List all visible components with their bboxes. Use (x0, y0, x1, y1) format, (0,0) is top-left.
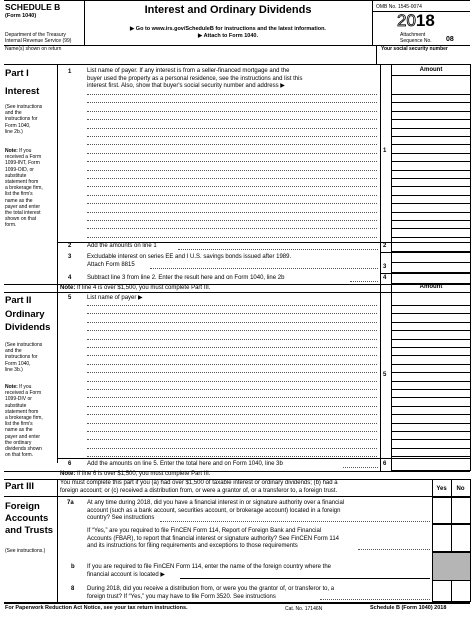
line8-text: foreign trust? If “Yes,” you may have to file Form 3520. See instructions (87, 593, 276, 600)
irs-label: Internal Revenue Service (99) (5, 38, 72, 44)
payer-entry-line[interactable] (87, 195, 377, 196)
dividend-amount-cell[interactable] (391, 372, 470, 373)
payer-entry-line[interactable] (87, 322, 377, 323)
line7a-text: country? See instructions (87, 515, 155, 522)
part1-see-line: line 2b.) (5, 128, 23, 135)
part1-footnote-bold: Note: (60, 285, 76, 291)
part1-note-line: received a Form (5, 154, 42, 161)
interest-amount-cell[interactable] (391, 237, 470, 238)
part1-footnote-text: If line 4 is over $1,500, you must complete Part III. (75, 285, 211, 291)
payer-entry-line[interactable] (87, 220, 377, 221)
interest-amount-cell[interactable] (391, 119, 470, 120)
payer-entry-line[interactable] (87, 186, 377, 187)
part1-see-line: instructions for (5, 116, 38, 123)
payer-entry-line[interactable] (87, 111, 377, 112)
dividend-amount-cell[interactable] (391, 397, 470, 398)
line4-text: Subtract line 3 from line 2. Enter the result here and on Form 1040, line 2b (87, 275, 285, 281)
line7a-fbar-no-checkbox[interactable] (451, 524, 471, 552)
payer-entry-line[interactable] (87, 431, 377, 432)
part2-note-line: on that form. (5, 452, 34, 459)
part3-title (5, 501, 53, 537)
interest-amount-cell[interactable] (391, 170, 470, 171)
catalog-number: Cat. No. 17146N (285, 606, 323, 612)
form-title: Interest and Ordinary Dividends (144, 4, 312, 16)
footer-form-id: Schedule B (Form 1040) 2018 (370, 605, 447, 611)
line2-number: 2 (68, 243, 72, 249)
part2-title-line1: Ordinary (5, 309, 45, 320)
line1-number: 1 (68, 69, 72, 75)
interest-amount-cell[interactable] (391, 203, 470, 204)
part1-note-line: a brokerage firm, (5, 185, 43, 192)
line7b-letter: b (71, 564, 75, 570)
part1-note-line: shown on that (5, 216, 37, 223)
part3-title-line: Foreign (5, 501, 40, 512)
payer-entry-line[interactable] (87, 170, 377, 171)
part1-note-line: 1099-INT, Form (5, 160, 40, 167)
part1-note-bold: Note: (5, 148, 18, 154)
dividend-amount-cell[interactable] (391, 339, 470, 340)
interest-amount-cell[interactable] (391, 153, 470, 154)
part3-see-instructions: (See instructions.) (5, 548, 46, 554)
line4-box-number: 4 (383, 275, 387, 281)
line1-box-number: 1 (383, 148, 387, 154)
part1-note-line: statement from (5, 179, 39, 186)
line6-text: Add the amounts on line 5. Enter the total here and on Form 1040, line 3b (87, 461, 283, 467)
interest-amount-cell[interactable] (391, 111, 470, 112)
payer-entry-line[interactable] (87, 178, 377, 179)
interest-amount-cell[interactable] (391, 195, 470, 196)
payer-entry-line[interactable] (87, 372, 377, 373)
line6-number: 6 (68, 461, 72, 467)
amount-header-part2: Amount (419, 284, 443, 290)
interest-amount-cell[interactable] (391, 228, 470, 229)
part3-title-line: and Trusts (5, 525, 54, 536)
dividend-amount-cell[interactable] (391, 423, 470, 424)
line7a-followup (87, 528, 431, 551)
part1-note-line: form. (5, 222, 17, 229)
yes-column-header: Yes (436, 486, 447, 492)
line8-no-checkbox[interactable] (451, 580, 471, 602)
dividend-amount-cell[interactable] (391, 381, 470, 382)
dividend-amount-cell[interactable] (391, 347, 470, 348)
part2-note-line: a brokerage firm, (5, 415, 43, 422)
payer-entry-line[interactable] (87, 355, 377, 356)
no-column-header: No (456, 486, 465, 492)
payer-entry-line[interactable] (87, 161, 377, 162)
line7a-no-checkbox[interactable] (451, 497, 471, 524)
interest-amount-cell[interactable] (391, 94, 470, 95)
part1-note (5, 148, 59, 229)
line5-box-number: 5 (383, 372, 387, 378)
part3-intro-line: foreign account; or (c) received a distribution from, or were a grantor of, or a transferor to, a foreign trust. (60, 487, 338, 494)
interest-amount-cell[interactable] (391, 212, 470, 213)
line2-amount-field[interactable] (391, 242, 471, 252)
part1-note-line: list the firm's (5, 191, 33, 198)
line5-number: 5 (68, 295, 72, 301)
part2-see-line: (See instructions (5, 342, 43, 348)
part2-note-line: If you (17, 384, 32, 390)
amount-header: Amount (419, 67, 443, 73)
payer-entry-line[interactable] (87, 228, 377, 229)
dividend-amount-cell[interactable] (391, 322, 470, 323)
part1-see-instructions (5, 104, 57, 135)
line7a-followup-text: If “Yes,” are you required to file FinCEN Form 114, Report of Foreign Bank and Financial (87, 528, 322, 534)
part2-note-line: payer and enter (5, 433, 41, 440)
payer-entry-line[interactable] (87, 330, 377, 331)
part3-label: Part III (5, 481, 35, 492)
part1-note-line: the total interest (5, 210, 41, 217)
line6-box-number: 6 (383, 461, 387, 467)
part1-see-line: Form 1040, (5, 122, 31, 129)
part2-note-line: substitute (5, 402, 27, 409)
line2-text: Add the amounts on line 1 (87, 243, 157, 249)
interest-amount-cell[interactable] (391, 128, 470, 129)
part2-see-line: instructions for (5, 354, 38, 361)
dividend-amount-cell[interactable] (391, 355, 470, 356)
payer-entry-line[interactable] (87, 203, 377, 204)
dividend-amount-cell[interactable] (391, 330, 470, 331)
interest-amount-cell[interactable] (391, 144, 470, 145)
treasury-dept: Department of the Treasury (5, 32, 66, 38)
line1-text: List name of payer. If any interest is from a seller-financed mortgage and the (87, 68, 290, 74)
part1-note-line: If you (17, 148, 32, 154)
sequence-number: 08 (446, 36, 454, 43)
instructions-url: ▶ Go to www.irs.gov/ScheduleB for instructions and the latest information. (130, 26, 326, 32)
part1-note-line: name as the (5, 197, 33, 204)
dividend-amount-cell[interactable] (391, 389, 470, 390)
dividend-amount-cell[interactable] (391, 364, 470, 365)
line4-number: 4 (68, 275, 72, 281)
line8-number: 8 (71, 586, 75, 592)
part2-note-line: 1099-DIV or (5, 396, 32, 403)
attachment-label: Attachment (400, 32, 426, 38)
part1-note-line: substitute (5, 172, 27, 179)
ssn-label: Your social security number (381, 46, 448, 52)
part2-see-line: line 3b.) (5, 366, 23, 373)
part2-see-line: Form 1040, (5, 360, 31, 367)
dividend-amount-cell[interactable] (391, 448, 470, 449)
payer-entry-line[interactable] (87, 128, 377, 129)
line7a-followup-text: Accounts (FBAR), to report that financial interest or signature authority? See FinCEN Form 114 (87, 535, 339, 542)
payer-entry-line[interactable] (87, 381, 377, 382)
tax-year (397, 11, 435, 31)
part1-see-line: and the (5, 110, 22, 117)
part2-note-line: dividends shown (5, 446, 42, 453)
name-field[interactable] (4, 52, 376, 62)
line7a-number: 7a (67, 500, 74, 506)
payer-entry-line[interactable] (87, 144, 377, 145)
line3-instructions (87, 254, 379, 269)
payer-entry-line[interactable] (87, 212, 377, 213)
line3-amount-field[interactable] (391, 262, 471, 273)
form-name: SCHEDULE B (5, 2, 61, 12)
payer-entry-line[interactable] (87, 439, 377, 440)
part1-note-line: payer and enter (5, 203, 41, 210)
dividend-amount-cell[interactable] (391, 305, 470, 306)
part1-label: Part I (5, 68, 29, 79)
name-label: Name(s) shown on return (5, 46, 62, 52)
payer-entry-line[interactable] (87, 414, 377, 415)
line7a-text: At any time during 2018, did you have a financial interest in or signature authority over a financial (87, 500, 345, 506)
payer-entry-line[interactable] (87, 313, 377, 314)
part3-intro-line: You must complete this part if you (a) had over $1,500 of taxable interest or ordinary dividends; (b) had a (60, 480, 338, 486)
line7b-country-field[interactable] (180, 571, 430, 579)
line3-text: Excludable interest on series EE and I U.S. savings bonds issued after 1989. (87, 254, 292, 260)
part1-title: Interest (5, 86, 40, 97)
line7a-text: account (such as a bank account, securities account, or brokerage account) located in a foreign (87, 507, 341, 514)
part2-see-line: and the (5, 348, 22, 355)
interest-amount-cell[interactable] (391, 220, 470, 221)
payer-entry-line[interactable] (87, 102, 377, 103)
dividend-amount-cell[interactable] (391, 439, 470, 440)
part1-note-line: 1099-OID, or (5, 166, 34, 173)
part2-see-instructions (5, 342, 57, 373)
payer-entry-line[interactable] (87, 119, 377, 120)
part2-note-line: list the firm's (5, 421, 33, 428)
line6-amount-field[interactable] (391, 458, 471, 471)
attach-instruction: ▶ Attach to Form 1040. (198, 33, 258, 39)
tax-year-prefix: 20 (397, 11, 416, 30)
line4-amount-field[interactable] (391, 273, 471, 284)
line7b-text: If you are required to file FinCEN Form 114, enter the name of the foreign country where the (87, 564, 332, 570)
line7a-fbar-yes-checkbox[interactable] (432, 524, 452, 552)
payer-entry-line[interactable] (87, 406, 377, 407)
line1-text: buyer used the property as a personal residence, see the instructions and list this (87, 75, 303, 82)
tax-year-suffix: 18 (415, 11, 435, 30)
part2-title-line2: Dividends (5, 322, 51, 333)
interest-amount-cell[interactable] (391, 161, 470, 162)
line3-box-number: 3 (383, 264, 387, 270)
line5-text: List name of payer ▶ (87, 295, 143, 301)
line7b-text: financial account is located ▶ (87, 571, 165, 578)
part3-intro (60, 480, 432, 495)
part2-footnote-bold: Note: (60, 471, 76, 477)
payer-entry-line[interactable] (87, 136, 377, 137)
interest-amount-cell[interactable] (391, 186, 470, 187)
dividend-amount-cell[interactable] (391, 406, 470, 407)
dividend-amount-cell[interactable] (391, 431, 470, 432)
payer-entry-line[interactable] (87, 153, 377, 154)
payer-entry-line[interactable] (87, 448, 377, 449)
omb-number: OMB No. 1545-0074 (376, 4, 422, 10)
payer-entry-line[interactable] (87, 237, 377, 238)
payer-entry-line[interactable] (87, 423, 377, 424)
payer-entry-line[interactable] (87, 389, 377, 390)
part2-note-line: the ordinary (5, 439, 32, 446)
interest-amount-cell[interactable] (391, 178, 470, 179)
part2-note-line: received a Form (5, 390, 42, 397)
dividend-amount-cell[interactable] (391, 414, 470, 415)
part2-footnote (60, 471, 210, 479)
line1-instructions (87, 68, 379, 91)
line7a-question (87, 500, 431, 523)
part2-note-line: statement from (5, 408, 39, 415)
interest-amount-cell[interactable] (391, 102, 470, 103)
ssn-field[interactable] (378, 52, 470, 62)
part2-note-line: name as the (5, 427, 33, 434)
payer-entry-line[interactable] (87, 339, 377, 340)
payer-entry-line[interactable] (87, 364, 377, 365)
line3-text: Attach Form 8815 (87, 261, 135, 268)
part2-label: Part II (5, 295, 32, 306)
line8-text: During 2018, did you receive a distribution from, or were you the grantor of, or transferor to, a (87, 586, 335, 592)
paperwork-notice: For Paperwork Reduction Act Notice, see your tax return instructions. (5, 605, 188, 611)
dividend-amount-cell[interactable] (391, 313, 470, 314)
payer-entry-line[interactable] (87, 94, 377, 95)
part1-see-line: (See instructions (5, 104, 43, 110)
line8-yes-checkbox[interactable] (432, 580, 452, 602)
part2-note (5, 384, 59, 458)
line7a-yes-checkbox[interactable] (432, 497, 452, 524)
form-number: (Form 1040) (5, 13, 37, 19)
line7a-followup-text: and its instructions for filing requirements and exceptions to those requirements (87, 543, 298, 550)
payer-entry-line[interactable] (87, 347, 377, 348)
payer-entry-line[interactable] (87, 305, 377, 306)
part3-title-line: Accounts (5, 513, 49, 524)
sequence-label: Sequence No. (400, 38, 432, 44)
line1-text: interest first. Also, show that buyer's social security number and address ▶ (87, 83, 285, 90)
interest-amount-cell[interactable] (391, 136, 470, 137)
line3-number: 3 (68, 254, 72, 260)
line2-box-number: 2 (383, 243, 387, 249)
part2-footnote-text: If line 6 is over $1,500, you must complete Part III. (75, 471, 211, 477)
part2-note-bold: Note: (5, 384, 18, 390)
payer-entry-line[interactable] (87, 397, 377, 398)
